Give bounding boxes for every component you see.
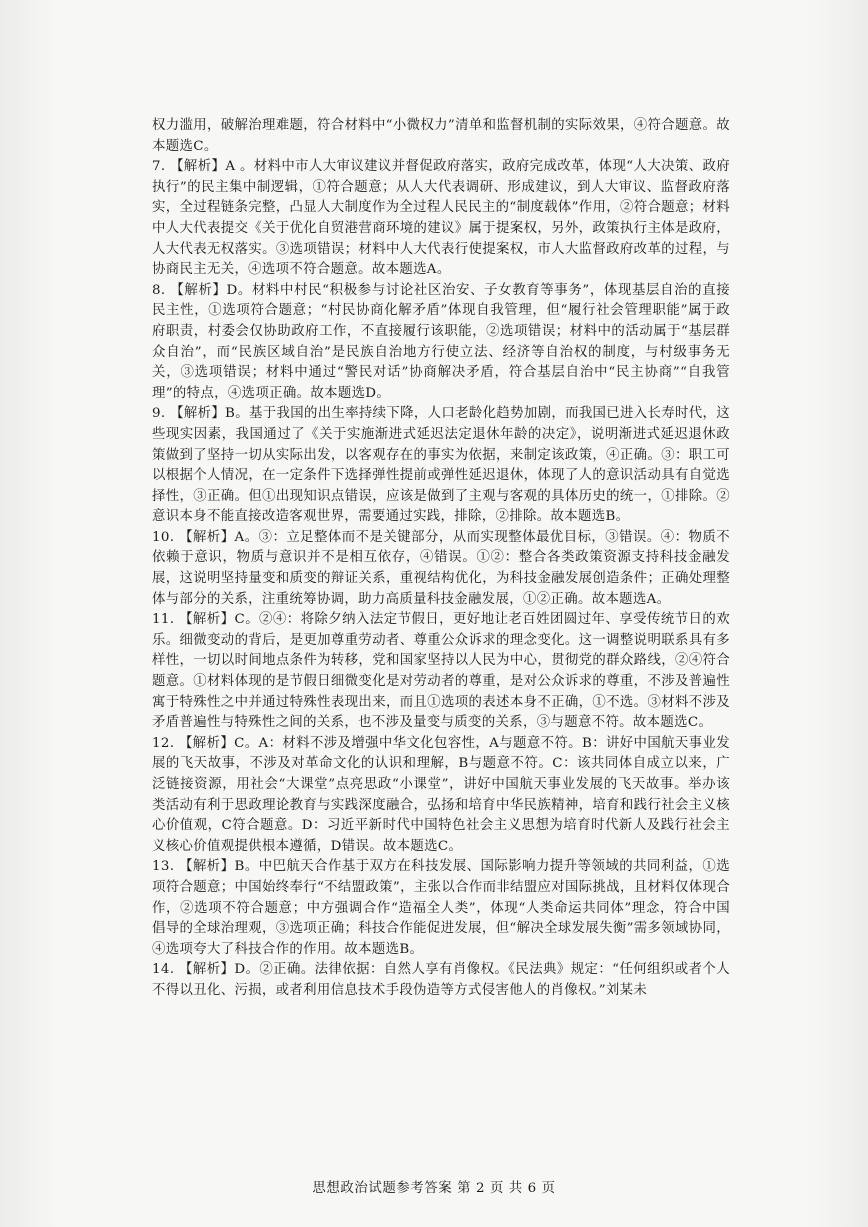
answer-content [152, 116, 730, 1002]
paragraph-q9: 9. 【解析】B。基于我国的出生率持续下降，人口老龄化趋势加剧，而我国已进入长寿时代，这些现实因素，我国通过了《关于实施渐进式延迟法定退休年龄的决定》，说明渐进式延迟退休政策做到了坚持一切从实际出发，以客观存在的事实为依据，来制定该政策，④正确。③：职工可以根据个人情况，在一定条件下选择弹性提前或弹性延迟退休，体现了人的意识活动具有自觉选择性，③正确。但①出现知识点错误，应该是做到了主观与客观的具体历史的统一，①排除。②意识本身不能直接改造客观世界，需要通过实践，排除，②排除。故本题选B。 [152, 406, 730, 525]
paragraph-q12: 12. 【解析】C。A：材料不涉及增强中华文化包容性，A与题意不符。B：讲好中国航天事业发展的飞天故事，不涉及对革命文化的认识和理解，B与题意不符。C：该共同体自成立以来，广泛链接资源，用社会“大课堂”点亮思政“小课堂”，讲好中国航天事业发展的飞天故事。举办该类活动有利于思政理论教育与实践深度融合，弘扬和培育中华民族精神，培育和践行社会主义核心价值观，C符合题意。D：习近平新时代中国特色社会主义思想为培育时代新人及践行社会主义核心价值观提供根本遵循，D错误。故本题选C。 [152, 735, 730, 854]
paragraph-continuation: 权力滥用，破解治理难题，符合材料中“小微权力”清单和监督机制的实际效果，④符合题意。故本题选C。 [152, 118, 730, 154]
paragraph-q7: 7. 【解析】A 。材料中市人大审议建议并督促政府落实，政府完成改革，体现“人大决策、政府执行”的民主集中制逻辑，①符合题意；从人大代表调研、形成建议，到人大审议、监督政府落实，全过程链条完整，凸显人大制度作为全过程人民民主的“制度载体”作用，②符合题意；材料中人大代表提交《关于优化自贸港营商环境的建议》属于提案权，另外，政策执行主体是政府，人大代表无权落实。③选项错误；材料中人大代表行使提案权，市人大监督政府改革的过程，与协商民主无关，④选项不符合题意。故本题选A。 [152, 159, 730, 278]
page-footer: 思想政治试题参考答案 第 2 页 共 6 页 [312, 1181, 556, 1196]
paragraph-q8: 8. 【解析】D。材料中村民“积极参与讨论社区治安、子女教育等事务”，体现基层自治的直接民主性，①选项符合题意；“村民协商化解矛盾”体现自我管理，但“履行社会管理职能”属于政府职责，村委会仅协助政府工作，不直接履行该职能，②选项错误；材料中的活动属于“基层群众自治”，而“民族区域自治”是民族自治地方行使立法、经济等自治权的制度，与村级事务无关，③选项错误；材料中通过“警民对话”协商解决矛盾，符合基层自治中“民主协商”“自我管理”的特点，④选项正确。故本题选D。 [152, 282, 730, 401]
paragraph-q10: 10. 【解析】A。③：立足整体而不是关键部分，从而实现整体最优目标，③错误。④：物质不依赖于意识，物质与意识并不是相互依存，④错误。①②：整合各类政策资源支持科技金融发展，这说明坚持量变和质变的辩证关系，重视结构优化，为科技金融发展创造条件；正确处理整体与部分的关系，注重统筹协调，助力高质量科技金融发展，①②正确。故本题选A。 [152, 529, 730, 607]
paragraph-q14: 14. 【解析】D。②正确。法律依据：自然人享有肖像权。《民法典》规定：“任何组织或者个人不得以丑化、污损，或者利用信息技术手段伪造等方式侵害他人的肖像权。”刘某未 [152, 962, 730, 998]
paragraph-q11: 11. 【解析】C。②④：将除夕纳入法定节假日，更好地让老百姓团圆过年、享受传统节日的欢乐。细微变动的背后，是更加尊重劳动者、尊重公众诉求的理念变化。这一调整说明联系具有多样性，一切以时间地点条件为转移，党和国家坚持以人民为中心，贯彻党的群众路线，②④符合题意。①材料体现的是节假日细微变化是对劳动者的尊重，是对公众诉求的尊重，不涉及普遍性寓于特殊性之中并通过特殊性表现出来，而且①选项的表述本身不正确，①不选。③材料不涉及矛盾普遍性与特殊性之间的关系，也不涉及量变与质变的关系，③与题意不符。故本题选C。 [152, 612, 730, 731]
paragraph-q13: 13. 【解析】B。中巴航天合作基于双方在科技发展、国际影响力提升等领域的共同利益，①选项符合题意；中国始终奉行“不结盟政策”，主张以合作而非结盟应对国际挑战，且材料仅体现合作，②选项不符合题意；中方强调合作“造福全人类”，体现“人类命运共同体”理念，符合中国倡导的全球治理观，③选项正确；科技合作能促进发展，但“解决全球发展失衡”需多领域协同，④选项夸大了科技合作的作用。故本题选B。 [152, 859, 730, 957]
